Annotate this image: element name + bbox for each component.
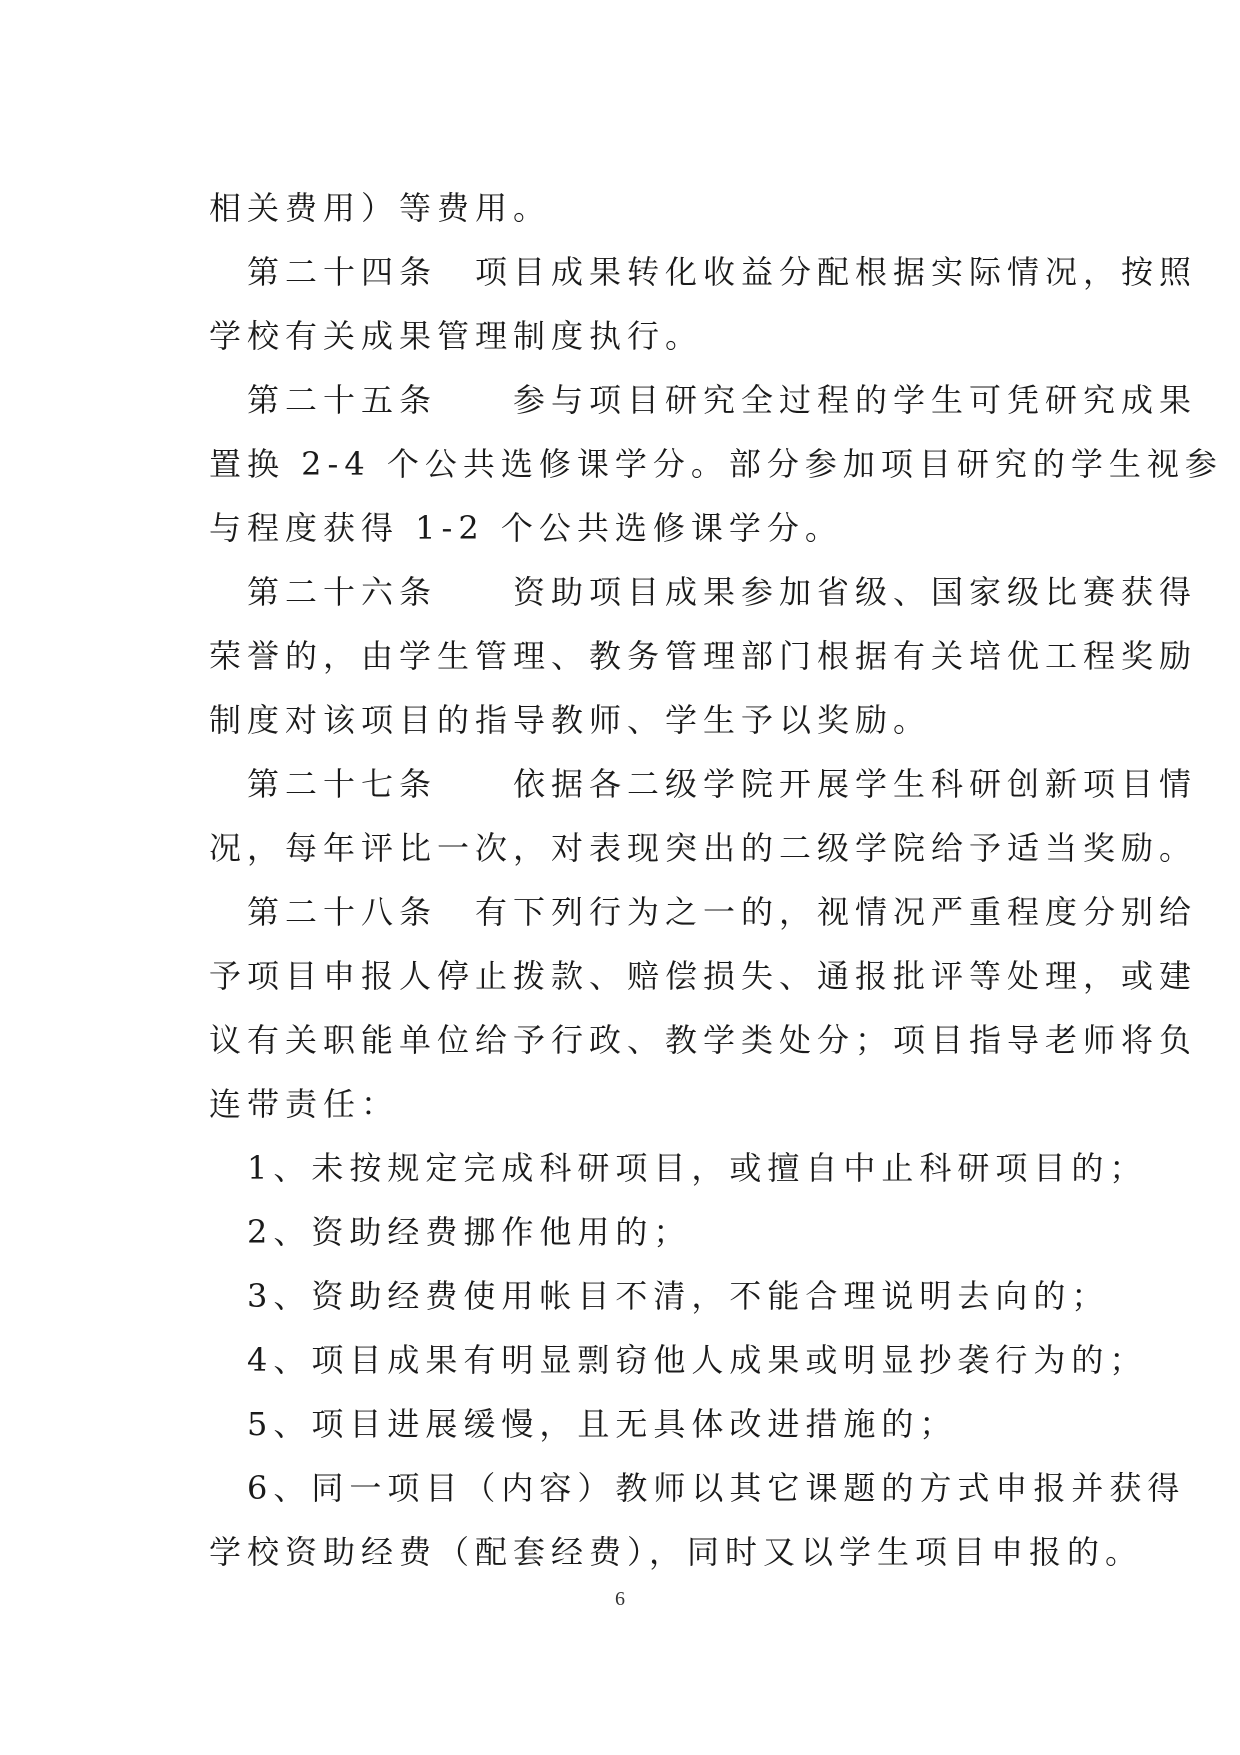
text-line: 6、同一项目（内容）教师以其它课题的方式申报并获得	[209, 1469, 1186, 1507]
text-line: 2、资助经费挪作他用的；	[209, 1213, 692, 1251]
text-line: 置换 2-4 个公共选修课学分。部分参加项目研究的学生视参	[209, 445, 1223, 483]
text-line: 议有关职能单位给予行政、教学类处分；项目指导老师将负	[209, 1021, 1198, 1059]
text-line: 第二十六条 资助项目成果参加省级、国家级比赛获得	[209, 573, 1198, 611]
text-line: 学校资助经费（配套经费），同时又以学生项目申报的。	[209, 1533, 1144, 1571]
text-line: 第二十四条 项目成果转化收益分配根据实际情况，按照	[209, 253, 1198, 291]
page-number: 6	[615, 1588, 625, 1610]
text-line: 制度对该项目的指导教师、学生予以奖励。	[209, 701, 932, 739]
text-line: 第二十七条 依据各二级学院开展学生科研创新项目情	[209, 765, 1198, 803]
text-line: 5、项目进展缓慢，且无具体改进措施的；	[209, 1405, 958, 1443]
text-line: 况，每年评比一次，对表现突出的二级学院给予适当奖励。	[209, 829, 1198, 867]
text-line: 荣誉的，由学生管理、教务管理部门根据有关培优工程奖励	[209, 637, 1198, 675]
text-line: 与程度获得 1-2 个公共选修课学分。	[209, 509, 843, 547]
document-body	[209, 176, 1223, 1584]
text-line: 予项目申报人停止拨款、赔偿损失、通报批评等处理，或建	[209, 957, 1198, 995]
text-line: 连带责任：	[209, 1085, 400, 1123]
text-line: 相关费用）等费用。	[209, 189, 552, 227]
text-line: 3、资助经费使用帐目不清，不能合理说明去向的；	[209, 1277, 1110, 1315]
text-line: 1、未按规定完成科研项目，或擅自中止科研项目的；	[209, 1149, 1148, 1187]
text-line: 第二十五条 参与项目研究全过程的学生可凭研究成果	[209, 381, 1198, 419]
text-line: 第二十八条 有下列行为之一的，视情况严重程度分别给	[209, 893, 1198, 931]
text-line: 4、项目成果有明显剽窃他人成果或明显抄袭行为的；	[209, 1341, 1148, 1379]
text-line: 学校有关成果管理制度执行。	[209, 317, 704, 355]
